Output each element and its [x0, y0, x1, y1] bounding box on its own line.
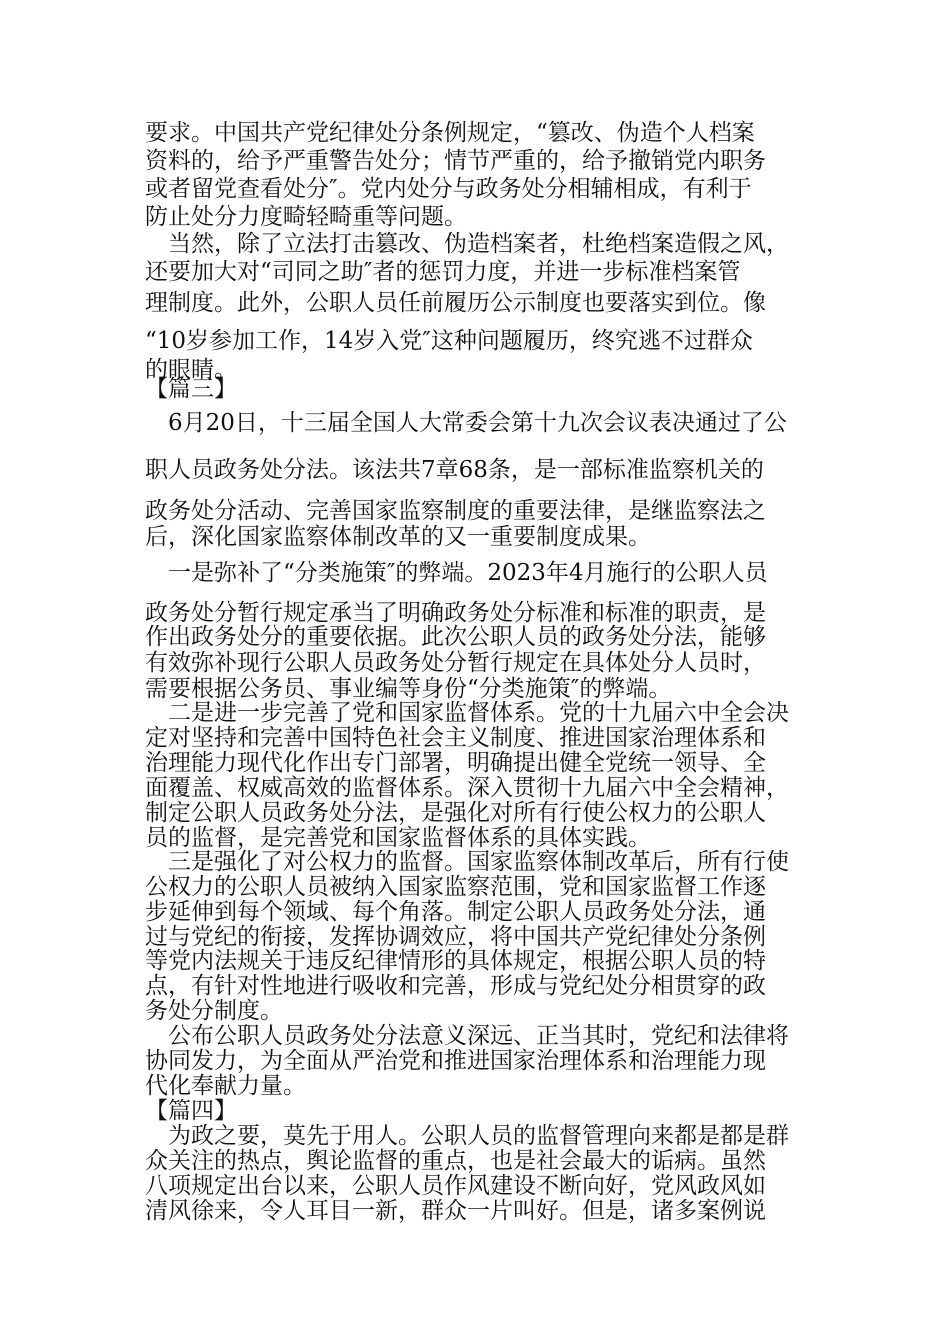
- text-line: 公权力的公职人员被纳入国家监察范围，党和国家监督工作逐: [145, 874, 766, 900]
- text-line: 八项规定出台以来，公职人员作风建设不断向好，党风政风如: [145, 1173, 766, 1199]
- text-line: 需要根据公务员、事业编等身份“分类施策″的弊端。: [145, 676, 672, 702]
- text-line: 理制度。此外，公职人员任前履历公示制度也要落实到位。像: [145, 290, 766, 316]
- text-line: 面覆盖、权威高效的监督体系。深入贯彻十九届六中全会精神，: [145, 775, 789, 801]
- section-heading: 【篇四】: [145, 1098, 237, 1124]
- text-line: 一是弥补了“分类施策″的弊端。2023年4月施行的公职人员: [145, 560, 768, 586]
- text-line: 要求。中国共产党纪律处分条例规定，“篡改、伪造个人档案: [145, 120, 755, 146]
- text-line: 等党内法规关于违反纪律情形的具体规定，根据公职人员的特: [145, 948, 766, 974]
- section-heading: 【篇三】: [145, 376, 237, 402]
- text-line: 公布公职人员政务处分法意义深远、正当其时，党纪和法律将: [145, 1023, 789, 1049]
- text-line: 三是强化了对公权力的监督。国家监察体制改革后，所有行使: [145, 849, 789, 875]
- text-line: 点，有针对性地进行吸收和完善，形成与党纪处分相贯穿的政: [145, 973, 766, 999]
- text-line: 的眼睛。: [145, 357, 237, 383]
- text-line: 清风徐来，令人耳目一新，群众一片叫好。但是，诸多案例说: [145, 1198, 766, 1224]
- text-line: 二是进一步完善了党和国家监督体系。党的十九届六中全会决: [145, 700, 789, 726]
- text-line: 后，深化国家监察体制改革的又一重要制度成果。: [145, 524, 651, 550]
- text-line: 协同发力，为全面从严治党和推进国家治理体系和治理能力现: [145, 1048, 766, 1074]
- text-line: 有效弥补现行公职人员政务处分暂行规定在具体处分人员时，: [145, 650, 766, 676]
- text-line: 政务处分活动、完善国家监察制度的重要法律，是继监察法之: [145, 498, 766, 524]
- text-line: 6月20日，十三届全国人大常委会第十九次会议表决通过了公: [145, 410, 787, 436]
- text-line: 或者留党查看处分″。党内处分与政务处分相辅相成，有利于: [145, 176, 752, 202]
- text-line: 防止处分力度畸轻畸重等问题。: [145, 204, 467, 230]
- text-line: 务处分制度。: [145, 998, 283, 1024]
- text-line: 制定公职人员政务处分法，是强化对所有行使公权力的公职人: [145, 800, 766, 826]
- text-line: 过与党纪的衔接，发挥协调效应，将中国共产党纪律处分条例: [145, 924, 766, 950]
- text-line: 众关注的热点，舆论监督的重点，也是社会最大的诟病。虽然: [145, 1148, 766, 1174]
- text-line: 定对坚持和完善中国特色社会主义制度、推进国家治理体系和: [145, 725, 766, 751]
- text-line: 作出政务处分的重要依据。此次公职人员的政务处分法，能够: [145, 624, 766, 650]
- text-line: “10岁参加工作，14岁入党″这种问题履历，终究逃不过群众: [145, 328, 753, 354]
- text-line: 资料的，给予严重警告处分；情节严重的，给予撤销党内职务: [145, 148, 766, 174]
- text-line: 员的监督，是完善党和国家监督体系的具体实践。: [145, 825, 651, 851]
- text-line: 步延伸到每个领域、每个角落。制定公职人员政务处分法，通: [145, 899, 766, 925]
- text-line: 职人员政务处分法。该法共7章68条，是一部标准监察机关的: [145, 457, 764, 483]
- text-line: 代化奉献力量。: [145, 1073, 306, 1099]
- text-line: 为政之要，莫先于用人。公职人员的监督管理向来都是都是群: [145, 1123, 789, 1149]
- text-line: 治理能力现代化作出专门部署，明确提出健全党统一领导、全: [145, 750, 766, 776]
- text-line: 当然，除了立法打击篡改、伪造档案者，杜绝档案造假之风，: [145, 231, 789, 257]
- text-line: 政务处分暂行规定承当了明确政务处分标准和标准的职责，是: [145, 600, 766, 626]
- text-line: 还要加大对“司同之助″者的惩罚力度，并进一步标准档案管: [145, 259, 741, 285]
